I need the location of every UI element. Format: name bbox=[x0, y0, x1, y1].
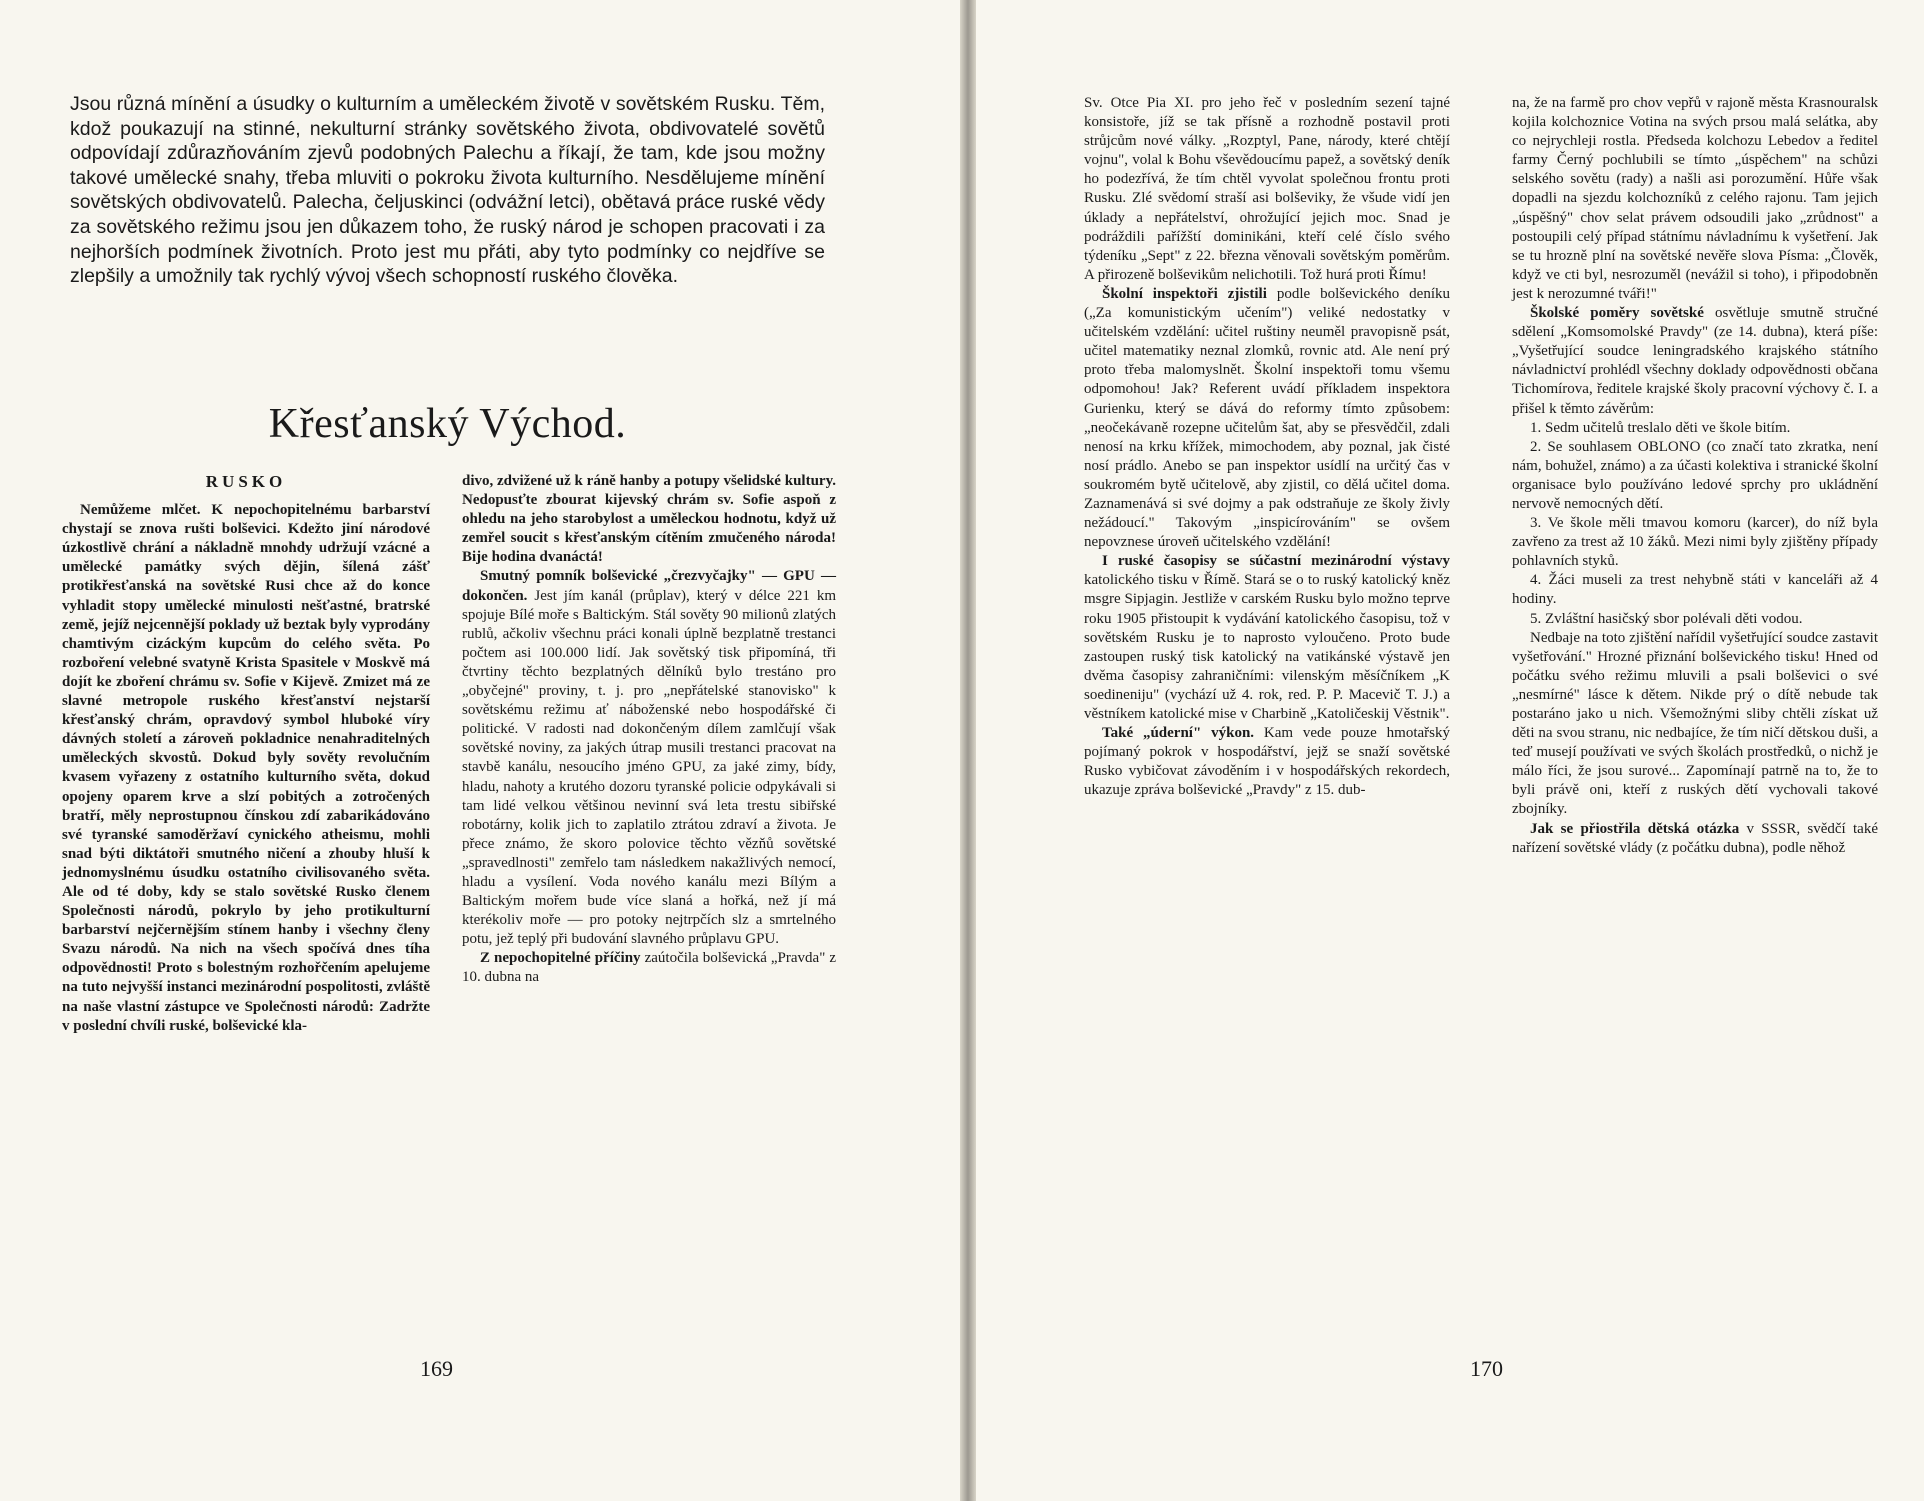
list-item: 4. Žáci museli za trest nehybně státi v kanceláři až 4 hodiny. bbox=[1512, 572, 1878, 608]
page-number-left: 169 bbox=[420, 1356, 453, 1381]
right-column-2 bbox=[1512, 94, 1878, 858]
article-farm-continued: na, že na farmě pro chov vepřů v rajoně města Krasnouralsk kojila kolchoznice Votina na svých prsou malá selátka, aby co nejrychleji rostla. Předseda kolchozu Lebedov a ředitel farmy Černý pochlubili se tímto „úspěchem" na schůzi selského sovětu (rady) a našli asi porozumění. Hůře však dopadli na sjezdu kolchozníků z celého rajonu. Tam jejich „úspěšný" chov selat právem odsoudili jako „zrůdnost" a postoupili celý případ státnímu návladnímu k vyšetření. Jak se tu hrozně plní na sovětské nevěře slova Písma: „Člověk, když ve cti byl, nesrozuměl (nevážil si toho), i připodobněn jest k nerozumné tváři!" bbox=[1512, 95, 1878, 302]
article-children-body: v SSSR, svědčí také nařízení sovětské vlády (z počátku dubna), podle něhož bbox=[1512, 820, 1878, 856]
left-column-1 bbox=[62, 472, 430, 1036]
article-press bbox=[1084, 552, 1450, 724]
article-sofia-continued: divo, zdvižené už k ráně hanby a potupy všelidské kultury. Nedopusťte zbourat kijevský chrám sv. Sofie aspoň z ohledu na jeho starobylost a uměleckou hodnotu, když už zemřel soucit s křesťanským cítěním zmučeného národa! Bije hodina dvanáctá! bbox=[462, 473, 836, 566]
article-inspectors bbox=[1084, 285, 1450, 552]
article-press-body: katolického tisku v Římě. Stará se o to ruský katolický kněz msgre Sipjagin. Jestliže v carském Rusku bylo možno teprve roku 1905 přistoupit k vydávání katolického časopisu, tož v sovětském Rusku je to naprosto vyloučeno. Proto bude zastoupen ruský tisk katolický na vatikánské výstavě jen dvěma časopisy zahraničními: vilenským měsíčníkem „K soedineniju" (vychází už 4. rok, red. P. P. Macevič T. J.) a věstníkem katolické mise v Charbině „Katoličeskij Věstnik". bbox=[1084, 572, 1450, 722]
right-page bbox=[976, 0, 1924, 1501]
article-children-lead: Jak se přiostřila dětská otázka bbox=[1530, 820, 1740, 837]
left-column-2 bbox=[462, 472, 836, 988]
article-pravda-lead: Z nepochopitelné příčiny bbox=[480, 950, 641, 967]
article-record bbox=[1084, 724, 1450, 800]
article-canal-lead: Smutný pomník bolševické „črezvyčajky" — GPU — dokončen. bbox=[462, 568, 836, 604]
article-pravda-body: zaútočila bolševická „Pravda" z 10. dubna na bbox=[462, 950, 837, 986]
right-column-1 bbox=[1084, 94, 1450, 800]
section-subheading: RUSKO bbox=[205, 472, 287, 491]
list-item: 3. Ve škole měli tmavou komoru (karcer), do níž byla zavřeno za trest až 10 žáků. Mezi nimi byly zjištěny případy pohlavních styků. bbox=[1512, 515, 1878, 570]
intro-paragraph: Jsou různá mínění a úsudky o kulturním a uměleckém životě v sovětském Rusku. Těm, kdož poukazují na stinné, nekulturní stránky sovětského života, obdivovatelé sovětů odpovídají zdůrazňováním zjevů podobných Palechu a říkají, že tam, kde jsou možny takové umělecké snahy, třeba mluviti o pokroku života kulturního. Nesdělujeme mínění sovětských obdivovatelů. Palecha, čeljuskinci (odvážní letci), obětavá práce ruské vědy za sovětského režimu jsou jen důkazem toho, že ruský národ je schopen pracovati i za nejhorších podmínek životních. Proto jest mu přáti, aby tyto podmínky co nejdříve se zlepšily a umožnily tak rychlý vývoj všech schopností ruského člověka. bbox=[70, 93, 825, 288]
list-item: 5. Zvláštní hasičský sbor polévali děti vodou. bbox=[1530, 610, 1803, 627]
article-press-lead: I ruské časopisy se súčastní mezinárodní výstavy bbox=[1102, 553, 1450, 570]
article-record-lead: Také „úderní" výkon. bbox=[1102, 725, 1255, 742]
article-canal bbox=[462, 567, 836, 949]
list-item: 1. Sedm učitelů treslalo děti ve škole bitím. bbox=[1530, 419, 1791, 436]
article-pravda bbox=[462, 949, 836, 987]
left-page bbox=[0, 0, 960, 1501]
article-record-body: Kam vede pouze hmotařský pojímaný pokrok v hospodářství, jejž se snaží sovětské Rusko vybičovat závoděním i v hospodářských rekordech, ukazuje zpráva bolševické „Pravdy" z 15. dub- bbox=[1084, 725, 1450, 799]
article-inspectors-lead: Školní inspektoři zjistili bbox=[1102, 285, 1267, 302]
article-pope-continued: Sv. Otce Pia XI. pro jeho řeč v posledním sezení tajné konsistoře, jíž se tak přísně a rozhodně postavil proti strůjcům nové války. „Rozptyl, Pane, národy, které chtějí vojnu", volal k Bohu vševědoucímu papež, a sovětský deník ho podezřívá, že tím chtěl vyvolat společnou frontu proti Rusku. Zlé svědomí straší asi bolševiky, že všude vidí jen úklady a nepřátelství, ohrožující jejich moc. Snad je podráždili pařížští dominikáni, kteří celé číslo svého týdeníku „Sept" z 22. března věnovali sovětským poměrům. A přirozeně bolševikům nelichotili. Tož hurá proti Římu! bbox=[1084, 95, 1450, 283]
article-children bbox=[1512, 820, 1878, 858]
article-schools-conclusion: Nedbaje na toto zjištění nařídil vyšetřující soudce zastavit vyšetřování." Hrozné přiznání bolševického tisku! Hned od počátku svého režimu mluvili a psali bolševici o své „nesmírné" lásce k dětem. Nikde prý o dítě nebude tak postaráno jako u nich. Všemožnými sliby chtěli získat už děti na svou stranu, nic nedbajíce, že tím ničí dětskou duši, a teď musejí používati ve svých školách prostředků, o nichž je málo říci, že jsou surové... Zapomínají patrně na to, že to byli právě oni, kteří z ruských dětí vychovali takové zbojníky. bbox=[1512, 629, 1878, 818]
article-canal-body: Jest jím kanál (průplav), který v délce 221 km spojuje Bílé moře s Baltickým. Stál sověty 90 milionů zlatých rublů, ačkoliv všechnu práci konali úplně bezplatně trestanci počtem asi 100.000 lidí. Jak sovětský tisk připomíná, tři čtvrtiny těchto bezplatných dělníků bylo trestáno pro „obyčejné" proviny, t. j. pro „nepřátelské stanovisko" k sovětskému režimu ať náboženské nebo hospodářské či politické. V radosti nad dokončeným dílem zamlčují však sovětské noviny, za jakých útrap musili trestanci pracovat na stavbě kanálu, nesoucího jméno GPU, za jaké zimy, bídy, hladu, nahoty a krutého dozoru tyranské policie odpykávali si tam lidé velkou většinou nevinní svá leta trestu sibiřské robotárny, kolik jich to zaplatilo ztrátou zdraví a života. Je přece známo, že skoro polovice těchto vězňů sovětské „spravedlnosti" zemřelo tam následkem nakažlivých nemocí, hladu a vysílení. Voda nového kanálu mezi Bílým a Baltickým mořem bude více slaná a hořká, než jí má kterékoliv moře — pro potoky nejtrpčích slz a smrtelného potu, jež teplý při budování slavného průplavu GPU. bbox=[462, 587, 836, 948]
list-item: 2. Se souhlasem OBLONO (co značí tato zkratka, není nám, bohužel, známo) a za účasti kolektiva i stranické školní organisace bylo používáno ledové sprchy pro ukládnění nervově nemocných dětí. bbox=[1512, 438, 1878, 512]
page-number-right: 170 bbox=[1470, 1356, 1503, 1381]
article-inspectors-body: podle bolševického deníku („Za komunistickým učením") veliké nedostatky v učitelském vzdělání: učitel ruštiny neuměl pravopisně psát, učitel matematiky neznal zlomků, rovnic atd. Ale není prý proto třeba malomyslnět. Školní inspektoři tomu všemu odpomohou! Jak? Referent uvádí příkladem inspektora Gurienku, který se dává do reformy tímto způsobem: „neočekávaně rozepne učitelům šat, aby se přesvědčil, zdali nenosí na krku křížek, mimochodem, aby poznal, jak čisté nosí prádlo. Anebo se pan inspektor usídlí na určitý čas v soukromém bytě učitelově, aby zjistil, co dělá učitel doma. Zaznamenává si své dojmy a pak odstraňuje ze školy živly nežádoucí." Takovým „inspicírováním" se ovšem nepovznese úroveň učitelského vzdělání! bbox=[1084, 285, 1451, 551]
article-schools-body: osvětluje smutně stručné sdělení „Komsomolské Pravdy" (ze 14. dubna), která píše: „Vyšetřující soudce leningradského krajského státního návladnictví prohlédl všechny doklady odpovědnosti občana Tichomírova, ředitele krajské školy pracovní výchovy č. I. a přišel k těmto závěrům: bbox=[1512, 305, 1879, 417]
article-schools-lead: Školské poměry sovětské bbox=[1530, 305, 1704, 322]
article-sofia: Nemůžeme mlčet. K nepochopitelnému barbarství chystají se znova rušti bolševici. Kdežto jiní národové úzkostlivě chrání a nákladně mnohdy udržují vzácné a umělecké památky svých dějin, šílená zášť protikřesťanská na sovětské Rusi chce až do konce vyhladit stopy umělecké minulosti nešťastné, bratrské země, jejíž nejcennější poklady už beztak byly vyprodány chamtivým cizáckým kupcům do celého světa. Po rozboření velebné svatyně Krista Spasitele v Moskvě má dojít ke zboření chrámu sv. Sofie v Kijevě. Zmizet má ze slavné metropole ruského křesťanství nejstarší křesťanský chrám, opravdový symbol hluboké víry dávných století a zároveň pokladnice nenahraditelných uměleckých skvostů. Dokud byly sověty revolučním kvasem vyřazeny z ostatního kulturního světa, dokud opojeny oparem krve a slzí pobitých a zotročených bratří, měly neprostupnou čínskou zdí zabarikádováno své tyranské samoděržaví cynického atheismu, mohli snad býti diktátoři smutného ničení a zhouby hluší k jednomyslnému úsudku ostatního civilisovaného světa. Ale od té doby, kdy se stalo sovětské Rusko členem Společnosti národů, pokrylo by jeho protikulturní barbarství nejčernějším stínem hanby i všechny členy Svazu národů. Na nich na všech spočívá dnes tíha odpovědnosti! Proto s bolestným rozhořčením apelujeme na tuto nejvyšší instanci mezinárodní pospolitosti, zvláště na naše vlastní zástupce ve Společnosti národů: Zadržte v poslední chvíli ruské, bolševické kla- bbox=[62, 502, 430, 1034]
section-heading: Křesťanský Východ. bbox=[268, 401, 627, 447]
book-gutter bbox=[960, 0, 976, 1501]
article-schools bbox=[1512, 304, 1878, 419]
